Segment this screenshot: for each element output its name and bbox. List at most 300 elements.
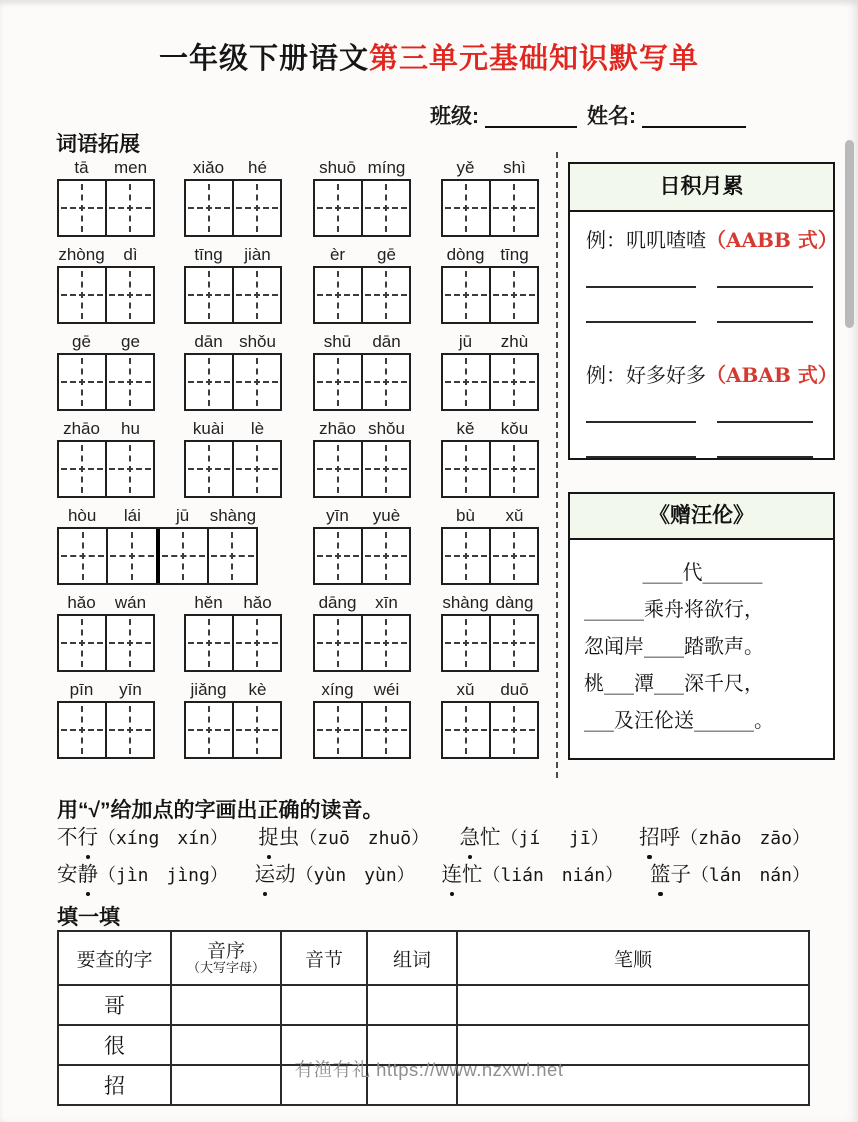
pinyin-syllable: tīng: [194, 245, 223, 264]
writing-box: [441, 353, 539, 411]
pinyin-syllable: dān: [194, 332, 223, 351]
example-aabb-label: 例：叽叽喳喳: [586, 228, 706, 252]
writing-cell[interactable]: [443, 268, 489, 322]
writing-box: [184, 440, 282, 498]
word-char: 忙: [480, 825, 501, 849]
writing-box: [313, 614, 411, 672]
word-char: 虫: [278, 825, 300, 849]
word-char: 呼: [659, 825, 681, 849]
word-char: 安: [57, 862, 78, 886]
empty-cell[interactable]: [171, 985, 281, 1025]
word-group: [313, 506, 411, 585]
example-aabb: [586, 224, 838, 253]
word-group: [313, 593, 411, 672]
writing-cell[interactable]: [156, 529, 207, 583]
writing-box: [57, 527, 258, 585]
lookup-char: 招: [58, 1065, 171, 1105]
poem-panel-body: [570, 540, 833, 739]
writing-cell[interactable]: [186, 355, 232, 409]
word-group: [441, 419, 539, 498]
pinyin-syllable: hǎo: [243, 593, 272, 612]
pinyin-syllable: shàng: [209, 506, 257, 525]
poem-line: 桃___潭___深千尺，: [584, 671, 764, 695]
word-char: 行: [78, 820, 99, 854]
pinyin-syllable: dàng: [495, 593, 534, 612]
writing-cell[interactable]: [489, 616, 537, 670]
writing-cell[interactable]: [315, 181, 361, 235]
pinyin-options[interactable]: （lián nián）: [482, 865, 624, 886]
word-grid-row: [57, 593, 555, 680]
pinyin-syllable: shàng: [442, 593, 489, 612]
writing-box: [441, 527, 539, 585]
pronunciation-item: [460, 820, 609, 857]
pinyin-syllable: shǒu: [239, 332, 276, 351]
word-char: 静: [78, 857, 99, 891]
writing-cell[interactable]: [59, 529, 106, 583]
class-name-row: [430, 100, 756, 130]
scrollbar-thumb[interactable]: [845, 140, 854, 328]
pinyin-syllable: wéi: [373, 680, 400, 699]
example-abab: [586, 359, 838, 388]
pinyin-syllable: duō: [500, 680, 529, 699]
pinyin-syllable: xiǎo: [192, 158, 225, 177]
writing-cell[interactable]: [315, 703, 361, 757]
writing-cell[interactable]: [361, 181, 409, 235]
writing-box: [313, 353, 411, 411]
writing-box: [441, 266, 539, 324]
pinyin-syllable: zhù: [500, 332, 529, 351]
col-header-strokes: 笔顺: [457, 931, 809, 985]
pronunciation-item: [57, 820, 228, 857]
pinyin-labels: [57, 158, 155, 179]
writing-cell[interactable]: [59, 442, 105, 496]
writing-cell[interactable]: [361, 529, 409, 583]
pinyin-syllable: dāng: [318, 593, 357, 612]
name-label: 姓名:: [587, 105, 636, 128]
writing-cell[interactable]: [105, 268, 153, 322]
pinyin-syllable: pīn: [69, 680, 94, 699]
writing-box: [57, 179, 155, 237]
writing-box: [57, 266, 155, 324]
writing-cell[interactable]: [232, 355, 280, 409]
writing-box: [184, 701, 282, 759]
empty-cell[interactable]: [281, 985, 367, 1025]
pinyin-syllable: bù: [456, 506, 475, 525]
writing-cell[interactable]: [186, 181, 232, 235]
pronunciation-word: [441, 862, 482, 886]
word-group: [441, 680, 539, 759]
pinyin-syllable: shǒu: [368, 419, 405, 438]
word-char: 招: [639, 820, 660, 854]
pinyin-syllable: wán: [114, 593, 147, 612]
word-grid-row: [57, 158, 555, 245]
pinyin-syllable: xīn: [375, 593, 398, 612]
writing-cell[interactable]: [361, 268, 409, 322]
pinyin-syllable: xíng: [321, 680, 354, 699]
word-grid-row: [57, 332, 555, 419]
pinyin-syllable: hǎo: [67, 593, 96, 612]
page-title: [0, 36, 858, 77]
abab-blank-row: [586, 419, 817, 423]
writing-cell[interactable]: [105, 181, 153, 235]
word-group: [57, 332, 155, 411]
word-group: [313, 158, 411, 237]
writing-cell[interactable]: [186, 268, 232, 322]
pinyin-syllable: jiàn: [244, 245, 271, 264]
pinyin-labels: [57, 245, 155, 266]
writing-box: [313, 179, 411, 237]
pinyin-syllable: shuō: [319, 158, 356, 177]
word-group: [57, 593, 155, 672]
pronunciation-item: [441, 857, 623, 894]
word-group: [184, 593, 282, 672]
pinyin-syllable: tā: [74, 158, 89, 177]
col-header-initial-sub: （大写字母）: [186, 961, 265, 976]
pinyin-options[interactable]: （zuō zhuō）: [299, 828, 430, 849]
pinyin-labels: [184, 680, 282, 701]
writing-cell[interactable]: [315, 355, 361, 409]
writing-cell[interactable]: [443, 442, 489, 496]
pinyin-labels: [184, 593, 282, 614]
pinyin-labels: [313, 680, 411, 701]
lookup-char: 哥: [58, 985, 171, 1025]
word-char: 急: [460, 820, 481, 854]
writing-cell[interactable]: [315, 268, 361, 322]
writing-box: [313, 527, 411, 585]
writing-cell[interactable]: [105, 442, 153, 496]
pinyin-syllable: èr: [329, 245, 346, 264]
pronunciation-word: [650, 862, 691, 886]
pinyin-syllable: yīn: [326, 506, 349, 525]
pronunciation-item: [258, 820, 429, 857]
pinyin-options[interactable]: （jìn jìng）: [98, 865, 228, 886]
pinyin-syllable: hé: [248, 158, 267, 177]
word-group: [57, 245, 155, 324]
writing-cell[interactable]: [361, 355, 409, 409]
table-row: [58, 985, 809, 1025]
word-group: [313, 332, 411, 411]
writing-cell[interactable]: [361, 442, 409, 496]
pinyin-syllable: lè: [250, 419, 265, 438]
poem-panel-title: 《赠汪伦》: [570, 494, 833, 540]
pronunciation-word: [255, 862, 296, 886]
pinyin-syllable: kè: [248, 680, 267, 699]
pinyin-syllable: kě: [456, 419, 475, 438]
writing-box: [441, 701, 539, 759]
writing-cell[interactable]: [105, 355, 153, 409]
pinyin-syllable: hěn: [194, 593, 223, 612]
writing-cell[interactable]: [186, 703, 232, 757]
pinyin-options[interactable]: （zhāo zāo）: [680, 828, 810, 849]
pronunciation-item: [57, 857, 228, 894]
pinyin-syllable: yuè: [372, 506, 401, 525]
blank-line[interactable]: [717, 419, 813, 423]
pinyin-labels: [313, 158, 411, 179]
poem-panel: [568, 492, 835, 760]
word-section-heading: 词语拓展: [56, 133, 140, 156]
pinyin-labels: [441, 593, 539, 614]
writing-cell[interactable]: [361, 616, 409, 670]
writing-cell[interactable]: [232, 181, 280, 235]
pinyin-syllable: ge: [121, 332, 140, 351]
pinyin-labels: [313, 245, 411, 266]
pronunciation-item: [639, 820, 810, 857]
pinyin-labels: [441, 245, 539, 266]
word-group: [184, 158, 282, 237]
word-char: 忙: [461, 862, 483, 886]
accumulation-panel-body: [570, 212, 838, 458]
pinyin-options[interactable]: （jí jī）: [500, 828, 609, 849]
pinyin-syllable: zhòng: [58, 245, 105, 264]
pinyin-syllable: shū: [323, 332, 352, 351]
pinyin-labels: [313, 332, 411, 353]
blank-line[interactable]: [586, 419, 696, 423]
writing-box: [441, 179, 539, 237]
pinyin-syllable: zhāo: [319, 419, 356, 438]
col-header-char: 要查的字: [58, 931, 171, 985]
pinyin-syllable: lái: [123, 506, 141, 525]
word-grid: [57, 158, 555, 767]
pinyin-syllable: dòng: [446, 245, 485, 264]
vertical-dashed-divider: [556, 152, 558, 778]
pinyin-labels: [313, 419, 411, 440]
pinyin-syllable: xǔ: [456, 680, 475, 699]
word-group: [57, 158, 155, 237]
word-group: [57, 419, 155, 498]
empty-cell[interactable]: [457, 985, 809, 1025]
pinyin-labels: [313, 593, 411, 614]
pinyin-options[interactable]: （lán nán）: [690, 865, 810, 886]
writing-cell[interactable]: [489, 181, 537, 235]
writing-cell[interactable]: [489, 529, 537, 583]
writing-cell[interactable]: [315, 442, 361, 496]
writing-box: [184, 353, 282, 411]
class-label: 班级:: [430, 105, 479, 128]
writing-cell[interactable]: [315, 616, 361, 670]
pinyin-syllable: shì: [503, 158, 526, 177]
pinyin-syllable: jū: [176, 506, 190, 525]
pinyin-labels: [441, 680, 539, 701]
writing-cell[interactable]: [443, 616, 489, 670]
writing-cell[interactable]: [186, 442, 232, 496]
pinyin-labels: [57, 332, 155, 353]
writing-box: [313, 440, 411, 498]
writing-cell[interactable]: [232, 703, 280, 757]
pronunciation-item: [650, 857, 810, 894]
writing-box: [441, 614, 539, 672]
pinyin-syllable: tīng: [500, 245, 529, 264]
word-group: [441, 245, 539, 324]
writing-box: [184, 266, 282, 324]
word-group: [313, 245, 411, 324]
writing-cell[interactable]: [489, 703, 537, 757]
aabb-blank-row: [586, 319, 817, 323]
word-group: [313, 680, 411, 759]
writing-cell[interactable]: [489, 355, 537, 409]
fill-table-heading: 填一填: [57, 906, 120, 929]
pinyin-syllable: men: [113, 158, 148, 177]
pinyin-labels: [313, 506, 411, 527]
watermark: 有渔有礼 https://www.nzxwl.net: [294, 1059, 564, 1080]
pronunciation-line: [57, 857, 810, 894]
pinyin-syllable: kǒu: [500, 419, 529, 438]
word-group: [57, 506, 258, 585]
pronunciation-word: [258, 825, 299, 849]
poem-line: ______乘舟将欲行，: [584, 597, 764, 621]
pronunciation-word: [460, 825, 501, 849]
word-group: [441, 506, 539, 585]
word-grid-row: [57, 419, 555, 506]
writing-cell[interactable]: [232, 616, 280, 670]
writing-cell[interactable]: [232, 268, 280, 322]
aabb-blank-row: [586, 284, 817, 288]
word-char: 不: [57, 825, 78, 849]
word-char: 连: [441, 857, 462, 891]
pinyin-syllable: dì: [123, 245, 138, 264]
pronunciation-line: [57, 820, 810, 857]
pinyin-syllable: jiǎng: [190, 680, 227, 699]
pinyin-labels: [441, 158, 539, 179]
blank-line[interactable]: [717, 454, 813, 458]
pinyin-labels: [57, 419, 155, 440]
col-header-initial-main: 音序: [206, 940, 245, 962]
writing-box: [313, 266, 411, 324]
pinyin-labels: [57, 506, 258, 527]
writing-cell[interactable]: [443, 703, 489, 757]
pinyin-syllable: zhāo: [63, 419, 100, 438]
word-char: 动: [275, 862, 296, 886]
writing-cell[interactable]: [361, 703, 409, 757]
pinyin-labels: [184, 158, 282, 179]
pinyin-labels: [57, 593, 155, 614]
writing-cell[interactable]: [59, 703, 105, 757]
blank-line[interactable]: [586, 454, 696, 458]
word-group: [184, 419, 282, 498]
col-header-initial: [171, 931, 281, 985]
writing-box: [313, 701, 411, 759]
writing-box: [57, 440, 155, 498]
word-group: [184, 332, 282, 411]
blank-line[interactable]: [717, 284, 813, 288]
poem-line: ____代______: [642, 560, 763, 584]
pinyin-labels: [441, 419, 539, 440]
word-grid-row: [57, 245, 555, 332]
blank-line[interactable]: [586, 319, 696, 323]
pronunciation-heading: 用“√”给加点的字画出正确的读音。: [57, 799, 384, 822]
writing-cell[interactable]: [232, 442, 280, 496]
writing-cell[interactable]: [59, 181, 105, 235]
writing-cell[interactable]: [443, 355, 489, 409]
pinyin-syllable: míng: [367, 158, 406, 177]
word-grid-row: [57, 680, 555, 767]
name-blank[interactable]: [642, 106, 746, 128]
writing-cell[interactable]: [443, 181, 489, 235]
pinyin-labels: [184, 332, 282, 353]
word-char: 捉: [258, 820, 279, 854]
writing-box: [184, 614, 282, 672]
writing-box: [57, 701, 155, 759]
word-group: [441, 593, 539, 672]
writing-cell[interactable]: [207, 529, 256, 583]
word-group: [57, 680, 155, 759]
example-aabb-type: （AABB 式）: [706, 228, 838, 252]
writing-box: [184, 179, 282, 237]
pinyin-syllable: yě: [456, 158, 475, 177]
lookup-char: 很: [58, 1025, 171, 1065]
word-group: [313, 419, 411, 498]
pinyin-syllable: hòu: [67, 506, 97, 525]
writing-cell[interactable]: [105, 616, 153, 670]
writing-box: [57, 353, 155, 411]
writing-cell[interactable]: [489, 268, 537, 322]
writing-cell[interactable]: [489, 442, 537, 496]
pinyin-labels: [441, 332, 539, 353]
word-group: [184, 245, 282, 324]
word-grid-row: [57, 506, 555, 593]
writing-box: [57, 614, 155, 672]
example-abab-label: 例：好多好多: [586, 363, 706, 387]
writing-cell[interactable]: [59, 616, 105, 670]
example-abab-type: （ABAB 式）: [706, 363, 838, 387]
pinyin-labels: [184, 419, 282, 440]
word-char: 运: [255, 857, 276, 891]
word-group: [441, 158, 539, 237]
word-group: [441, 332, 539, 411]
accumulation-panel: [568, 162, 838, 460]
pinyin-options[interactable]: （xíng xín）: [98, 828, 228, 849]
pronunciation-word: [57, 825, 98, 849]
pinyin-syllable: hu: [121, 419, 140, 438]
pinyin-labels: [57, 680, 155, 701]
pinyin-labels: [441, 506, 539, 527]
page-title-red: 第三单元基础知识默写单: [369, 43, 700, 75]
writing-cell[interactable]: [59, 268, 105, 322]
pinyin-labels: [184, 245, 282, 266]
pinyin-syllable: kuài: [192, 419, 225, 438]
col-header-syllable: 音节: [281, 931, 367, 985]
class-blank[interactable]: [485, 106, 577, 128]
pinyin-syllable: gē: [377, 245, 396, 264]
writing-cell[interactable]: [105, 703, 153, 757]
word-char: 篮: [650, 857, 671, 891]
pronunciation-section: [57, 820, 810, 894]
pinyin-syllable: xǔ: [505, 506, 524, 525]
pinyin-syllable: jū: [458, 332, 473, 351]
col-header-word: 组词: [367, 931, 457, 985]
poem-line: ___及汪伦送______。: [584, 708, 774, 732]
pinyin-syllable: yīn: [119, 680, 142, 699]
writing-cell[interactable]: [186, 616, 232, 670]
page-title-black: 一年级下册语文: [158, 43, 369, 75]
writing-cell[interactable]: [59, 355, 105, 409]
empty-cell[interactable]: [367, 985, 457, 1025]
pinyin-syllable: dān: [372, 332, 401, 351]
blank-line[interactable]: [717, 319, 813, 323]
pinyin-options[interactable]: （yùn yùn）: [295, 865, 415, 886]
pinyin-syllable: gē: [72, 332, 91, 351]
accumulation-panel-title: 日积月累: [570, 164, 833, 212]
word-char: 子: [670, 862, 691, 886]
blank-line[interactable]: [586, 284, 696, 288]
writing-cell[interactable]: [315, 529, 361, 583]
writing-box: [441, 440, 539, 498]
writing-cell[interactable]: [106, 529, 155, 583]
poem-line: 忽闻岸____踏歌声。: [584, 634, 764, 658]
word-group: [184, 680, 282, 759]
table-header-row: [58, 931, 809, 985]
pronunciation-item: [255, 857, 415, 894]
writing-cell[interactable]: [443, 529, 489, 583]
